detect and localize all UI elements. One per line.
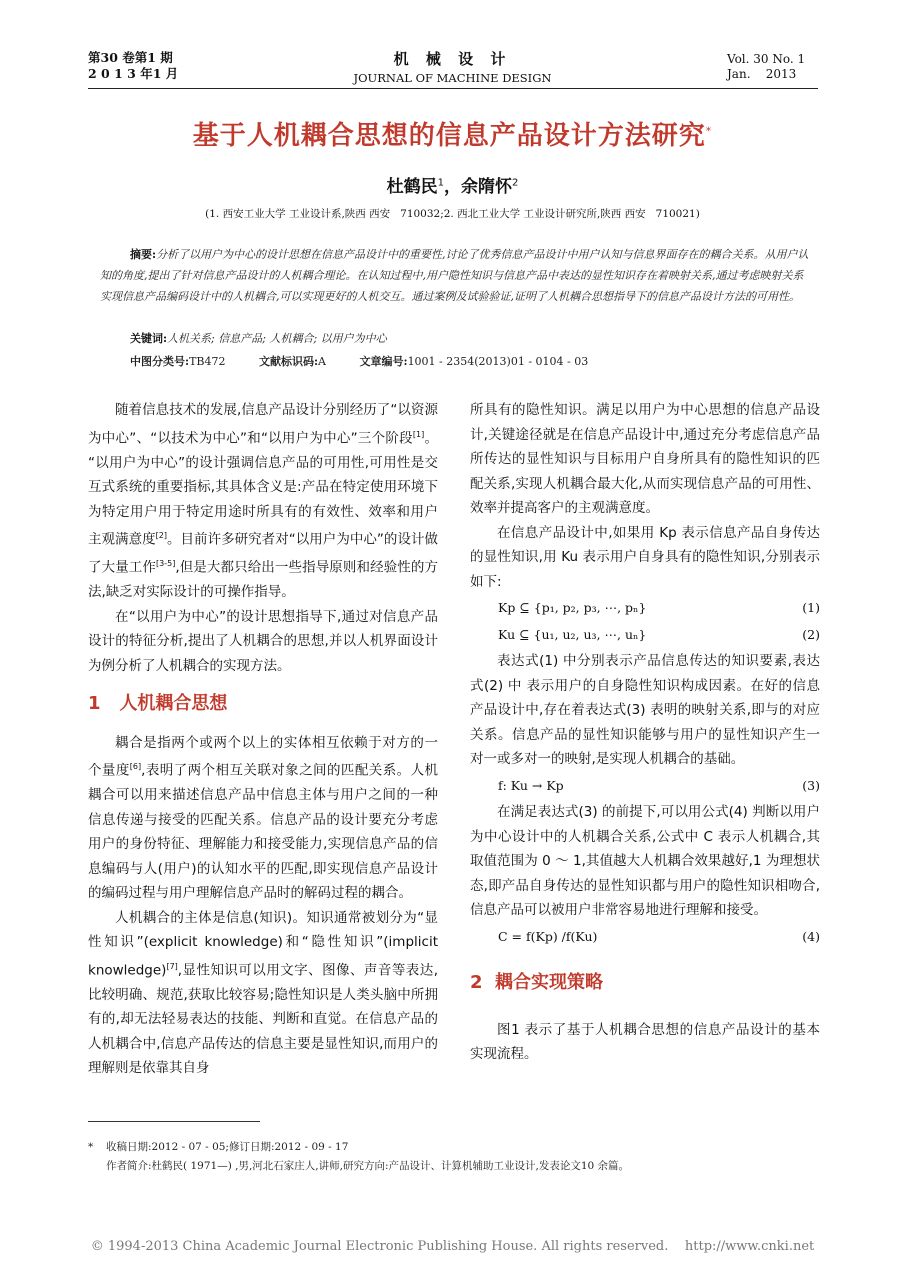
left-column [88, 398, 438, 1081]
footnote-mark: * [88, 1141, 94, 1153]
author-name: 杜鹤民 [386, 177, 438, 197]
abstract-label: 摘要: [130, 248, 157, 261]
paragraph: 耦合是指两个或两个以上的实体相互依赖于对方的一个量度[6],表明了两个相互关联对象之间的匹配关系。人机耦合可以用来描述信息产品中信息主体与用户之间的一种信息传递与接受的匹配关系。信息产品的设计要充分考虑用户的身份特征、理解能力和接受能力,实现信息产品的信息编码与人(用户)的认知水平的匹配,即实现信息产品设计的编码过程与用户理解信息产品时的解码过程的耦合。 [88, 734, 438, 901]
paragraph: 表达式(1) 中分别表示产品信息传达的知识要素,表达式(2) 中 表示用户的自身隐性知识构成因素。在好的信息产品设计中,存在着表达式(3) 表明的映射关系,即与的对应关系。信息产品的显性知识能够与用户的显性知识产生一对一或多对一的映射,是实现人机耦合的基础。 [470, 653, 820, 767]
formula-3: f: Ku → Kp (3) [470, 774, 820, 799]
equation-number: (4) [802, 928, 820, 944]
title-footnote-mark: * [705, 124, 713, 138]
formula-2: Ku ⊆ {u₁, u₂, u₃, ⋯, uₙ} (2) [470, 623, 820, 648]
equation-number: (2) [802, 626, 820, 642]
footnote-bio: 作者简介:杜鹤民( 1971—) ,男,河北石家庄人,讲师,研究方向:产品设计、计算机辅助工业设计,发表论文10 余篇。 [106, 1160, 630, 1172]
equation-number: (1) [802, 600, 820, 615]
journal-name-en: JOURNAL OF MACHINE DESIGN [353, 71, 552, 85]
author-name: 余隋怀 [461, 177, 512, 197]
author-affil-mark: 2 [512, 177, 519, 189]
formula-1: Kp ⊆ {p₁, p₂, p₃, ⋯, pₙ} (1) [470, 596, 820, 621]
journal-name-cn: 机 械 设 计 [393, 50, 512, 68]
citation: [2] [155, 531, 167, 540]
clc-label: 中图分类号: [130, 355, 190, 368]
header-rule [88, 88, 818, 89]
keywords-label: 关键词: [130, 332, 168, 345]
header-date-cn: 2 0 1 3 年1 月 [88, 66, 179, 81]
header-volume-en: Vol. 30 No. 1 [727, 52, 806, 66]
article-no: 1001 - 2354(2013)01 - 0104 - 03 [407, 355, 589, 368]
clc-code: TB472 [189, 355, 226, 368]
affiliation: (1. 西安工业大学 工业设计系,陕西 西安 710032;2. 西北工业大学 工业设计研究所,陕西 西安 710021) [205, 208, 700, 220]
author-separator: ， [444, 177, 461, 197]
abstract [100, 244, 812, 307]
equation-number: (3) [802, 777, 820, 793]
section-heading-1: 1 人机耦合思想 [88, 693, 228, 714]
paragraph: 图1 表示了基于人机耦合思想的信息产品设计的基本实现流程。 [470, 1021, 820, 1062]
header-issue-cn: 第30 卷第1 期 [88, 50, 173, 65]
classification-line [130, 353, 588, 369]
footnote-received: 收稿日期:2012 - 07 - 05;修订日期:2012 - 09 - 17 [106, 1141, 349, 1153]
doc-code-label: 文献标识码: [258, 355, 319, 368]
citation: [3-5] [156, 559, 176, 568]
right-column [470, 398, 820, 1067]
paragraph: 所具有的隐性知识。满足以用户为中心思想的信息产品设计,关键途径就是在信息产品设计中,通过充分考虑信息产品所传达的显性知识与目标用户自身所具有的隐性知识的匹配关系,实现人机耦合最大化,从而实现信息产品的可用性、效率并提高客户的主观满意度。 [470, 402, 820, 516]
section-heading-2: 2 耦合实现策略 [470, 972, 604, 993]
citation: [6] [129, 762, 142, 771]
author-affil-mark: 1 [437, 177, 444, 189]
paragraph: 在满足表达式(3) 的前提下,可以用公式(4) 判断以用户为中心设计中的人机耦合关系,公式中 C 表示人机耦合,其取值范围为 0 ～ 1,其值越大人机耦合效果越好,1 为理想状态,即产品自身传达的显性知识都与用户的隐性知识相吻合,信息产品可以被用户非常容易地进行理解和接受。 [470, 804, 820, 918]
article-no-label: 文章编号: [359, 355, 408, 368]
formula-4: C = f(Kp) /f(Ku) (4) [470, 925, 820, 950]
copyright-line: © 1994-2013 China Academic Journal Electronic Publishing House. All rights reserved. http://www.cnki.net [90, 1239, 815, 1254]
keywords [130, 330, 387, 346]
header-volume [727, 52, 805, 82]
paragraph: 随着信息技术的发展,信息产品设计分别经历了“以资源为中心”、“以技术为中心”和“以用户为中心”三个阶段[1]。 “以用户为中心”的设计强调信息产品的可用性,可用性是交互式系统的重要指标,其具体含义是:产品在特定使用环境下为特定用户用于特定用途时所具有的有效性、效率和用户主观满意度[2]。目前许多研究者对“以用户为中心”的设计做了大量工作[3-5],但是大都只给出一些指导原则和经验性的方法,缺乏对实际设计的可操作指导。 [88, 402, 439, 600]
footnote-rule [88, 1121, 260, 1122]
paper-title-text: 基于人机耦合思想的信息产品设计方法研究 [192, 121, 706, 151]
paper-title [0, 115, 905, 152]
paragraph: 在“以用户为中心”的设计思想指导下,通过对信息产品设计的特征分析,提出了人机耦合的思想,并以人机界面设计为例分析了人机耦合的实现方法。 [88, 608, 438, 674]
abstract-text: 分析了以用户为中心的设计思想在信息产品设计中的重要性,讨论了优秀信息产品设计中用户认知与信息界面存在的耦合关系。从用户认知的角度,提出了针对信息产品设计的人机耦合理论。在认知过程中,用户隐性知识与信息产品中表达的显性知识存在着映射关系,通过考虑映射关系实现信息产品编码设计中的人机耦合,可以实现更好的人机交互。通过案例及试验验证,证明了人机耦合思想指导下的信息产品设计方法的可用性。 [100, 248, 809, 303]
citation: [1] [412, 429, 425, 439]
citation: [7] [166, 961, 178, 971]
keywords-text: 人机关系; 信息产品; 人机耦合; 以用户为中心 [167, 332, 387, 345]
footnote [88, 1138, 629, 1176]
header-date-en: Jan. 2013 [727, 67, 797, 81]
author-list [0, 172, 905, 197]
doc-code: A [318, 355, 326, 368]
paragraph: 人机耦合的主体是信息(知识)。知识通常被划分为“显性知识”(explicit knowledge)和“隐性知识”(implicit knowledge)[7],显性知识可以用文字、图像、声音等表达,比较明确、规范,获取比较容易;隐性知识是人类头脑中所拥有的,却无法轻易表达的技能、判断和直觉。在信息产品的人机耦合中,信息产品传达的信息主要是显性知识,而用户的理解则是依靠其自身 [88, 909, 438, 1076]
paragraph: 在信息产品设计中,如果用 Kp 表示信息产品自身传达的显性知识,用 Ku 表示用户自身具有的隐性知识,分别表示如下: [470, 524, 820, 590]
